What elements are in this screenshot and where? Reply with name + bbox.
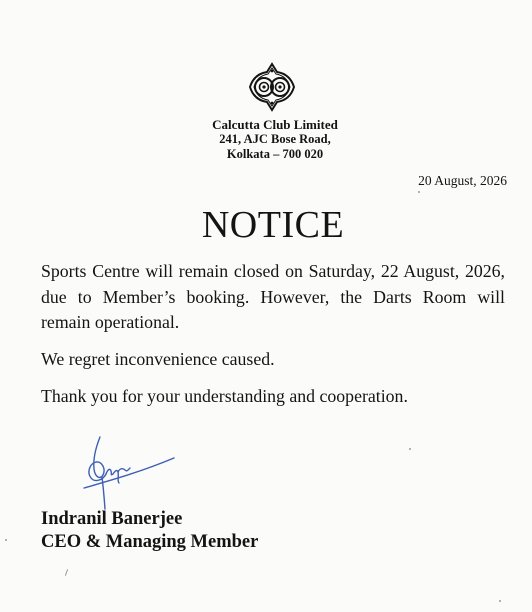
club-emblem-icon — [246, 62, 298, 112]
paper-speck — [65, 569, 68, 576]
paper-speck — [499, 600, 501, 602]
paper-speck — [418, 191, 420, 193]
notice-date: 20 August, 2026 — [418, 173, 507, 188]
org-address-line1: 241, AJC Bose Road, — [219, 132, 331, 146]
signatory-title: CEO & Managing Member — [41, 532, 259, 552]
notice-title: NOTICE — [201, 204, 345, 246]
body-paragraph-1: Sports Centre will remain closed on Saturday, 22 August, 2026, due to Member’s booking. However, the Darts Room will remain operational. — [41, 261, 505, 332]
body-paragraph-3: Thank you for your understanding and cooperation. — [41, 386, 408, 406]
org-address-line2: Kolkata – 700 020 — [226, 147, 324, 161]
signatory-name: Indranil Banerjee — [41, 509, 183, 529]
body-paragraph-2: We regret inconvenience caused. — [41, 349, 275, 369]
paper-speck — [5, 539, 7, 541]
handwritten-signature-icon — [76, 433, 184, 511]
paper-speck — [409, 448, 411, 450]
org-name: Calcutta Club Limited — [212, 117, 338, 132]
